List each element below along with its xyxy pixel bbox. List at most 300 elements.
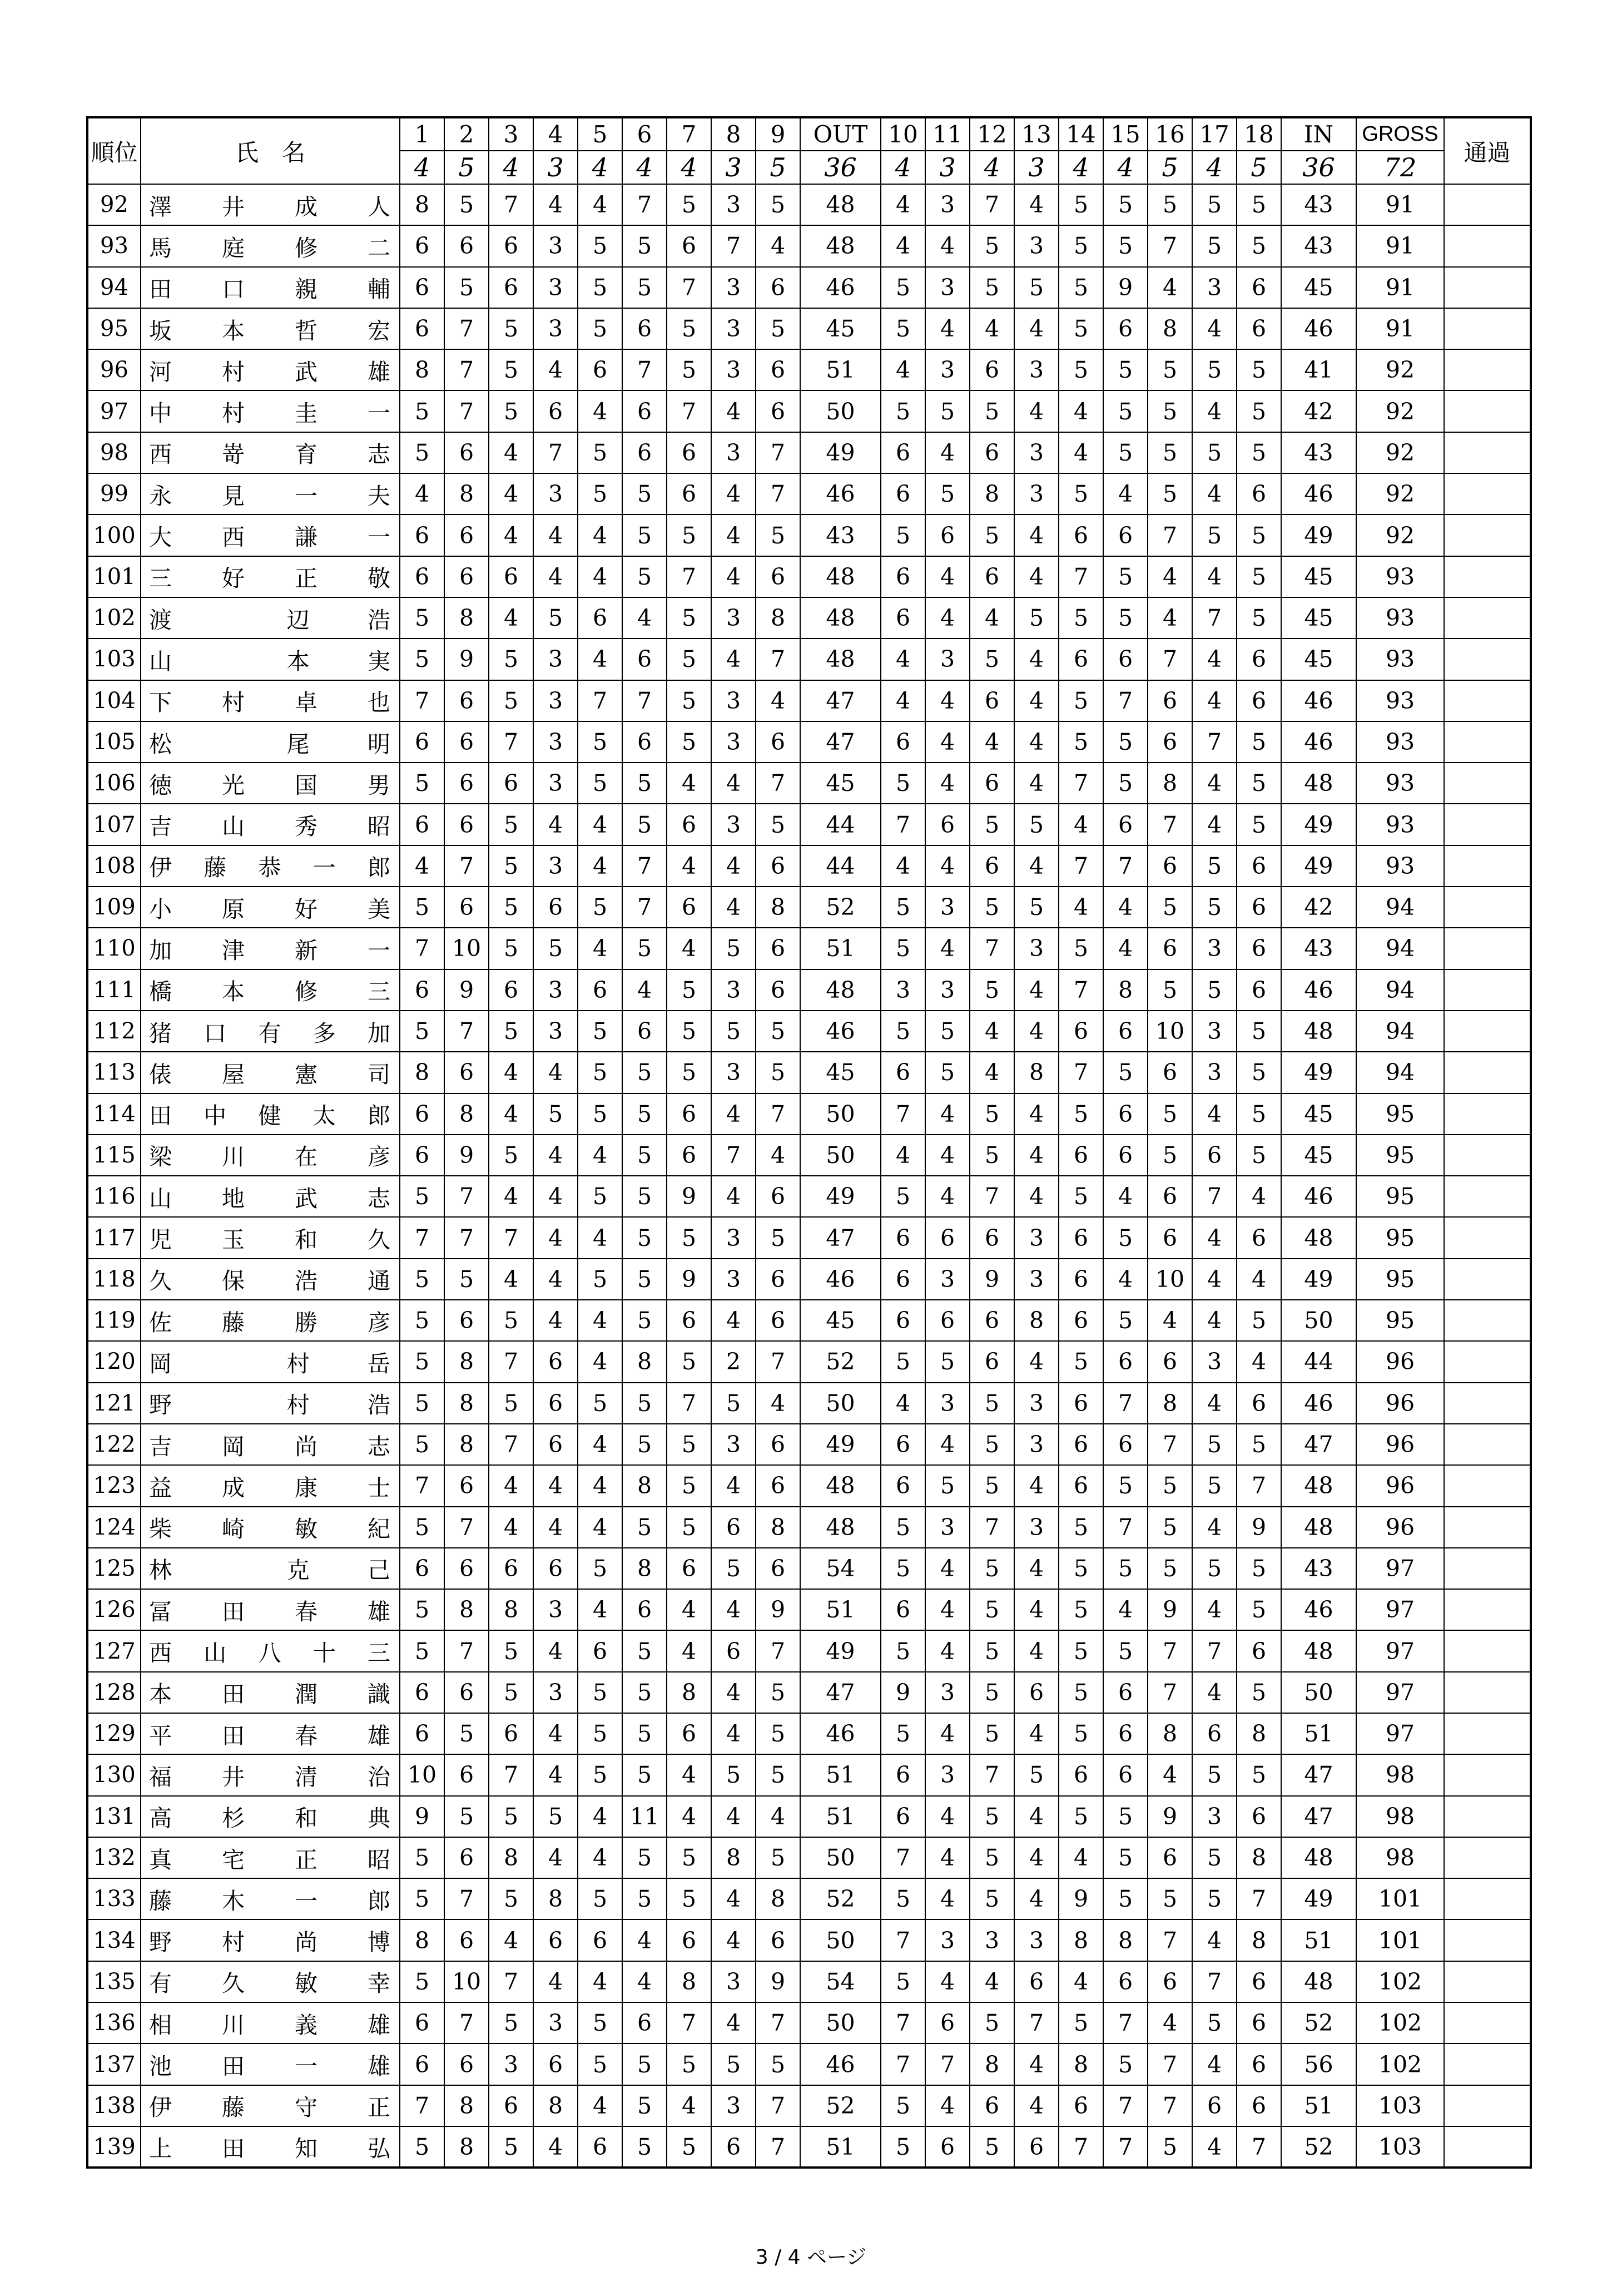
hole-score: 6 [400, 1093, 444, 1135]
name-char: 本 [149, 1681, 173, 1708]
out-total: 45 [800, 1300, 881, 1341]
gross-total: 92 [1356, 390, 1444, 432]
hole-score: 4 [1014, 2043, 1059, 2085]
name-char: 一 [368, 524, 391, 551]
hole-score: 6 [400, 1135, 444, 1176]
player-name [141, 514, 400, 556]
hole-score: 5 [578, 1011, 622, 1052]
hole-score: 7 [1059, 2126, 1103, 2168]
gross-total: 93 [1356, 721, 1444, 763]
name-char: 田 [149, 1102, 173, 1130]
pass-cell [1444, 514, 1531, 556]
hole-score: 6 [881, 721, 925, 763]
hole-7-header: 7 [667, 117, 711, 151]
hole-score: 5 [1103, 1630, 1148, 1671]
hole-score: 5 [489, 390, 533, 432]
hole-score: 5 [489, 308, 533, 349]
hole-score: 7 [1059, 1052, 1103, 1093]
player-name [141, 1176, 400, 1217]
hole-score: 7 [489, 184, 533, 225]
rank-cell: 99 [87, 473, 141, 514]
hole-score: 6 [1237, 473, 1281, 514]
in-total: 50 [1281, 1672, 1356, 1713]
hole-score: 5 [881, 1878, 925, 1919]
hole-score: 5 [970, 2002, 1014, 2043]
hole-score: 5 [1237, 1424, 1281, 1465]
hole-score: 3 [711, 680, 756, 721]
player-name-chars [149, 1056, 391, 1089]
name-char: 本 [222, 317, 246, 344]
gross-total: 91 [1356, 308, 1444, 349]
hole-score: 4 [578, 514, 622, 556]
hole-score: 4 [1059, 432, 1103, 473]
hole-score: 5 [578, 1878, 622, 1919]
hole-score: 9 [1103, 267, 1148, 308]
in-total: 49 [1281, 514, 1356, 556]
hole-score: 7 [400, 928, 444, 969]
hole-score: 6 [1148, 1837, 1192, 1878]
hole-score: 9 [1237, 1507, 1281, 1548]
name-char: 松 [149, 730, 173, 758]
player-name [141, 1300, 400, 1341]
name-char: 吉 [149, 813, 173, 840]
table-row [87, 969, 1531, 1011]
in-total: 56 [1281, 2043, 1356, 2085]
hole-score: 5 [1192, 349, 1237, 390]
hole-score: 5 [622, 763, 667, 804]
hole-score: 3 [1014, 1259, 1059, 1300]
hole-score: 5 [489, 1011, 533, 1052]
hole-score: 4 [533, 1961, 578, 2002]
name-char: 治 [368, 1763, 391, 1790]
player-name-chars [149, 1842, 391, 1874]
name-char: 在 [295, 1144, 319, 1171]
hole-score: 5 [578, 2002, 622, 2043]
name-char: 高 [149, 1805, 173, 1832]
gross-total: 98 [1356, 1837, 1444, 1878]
hole-score: 5 [881, 763, 925, 804]
in-total: 45 [1281, 1135, 1356, 1176]
hole-score: 3 [711, 1217, 756, 1258]
name-char: 田 [222, 1681, 246, 1708]
name-char: 八 [258, 1640, 282, 1667]
hole-score: 5 [667, 639, 711, 680]
rank-cell: 93 [87, 225, 141, 266]
rank-cell: 98 [87, 432, 141, 473]
hole-score: 5 [1103, 2043, 1148, 2085]
table-row [87, 1507, 1531, 1548]
hole-score: 7 [444, 308, 489, 349]
hole-score: 4 [1237, 1259, 1281, 1300]
hole-score: 4 [578, 1217, 622, 1258]
name-char: 山 [222, 813, 246, 840]
hole-score: 6 [622, 2002, 667, 2043]
hole-score: 9 [756, 1589, 800, 1630]
gross-total: 96 [1356, 1507, 1444, 1548]
hole-score: 4 [1192, 1383, 1237, 1424]
table-row [87, 349, 1531, 390]
player-name [141, 1052, 400, 1093]
hole-score: 5 [1059, 1589, 1103, 1630]
gross-total: 96 [1356, 1383, 1444, 1424]
name-char: 正 [295, 1846, 319, 1873]
hole-score: 4 [1192, 680, 1237, 721]
hole-score: 8 [622, 1465, 667, 1506]
name-char: 岡 [149, 1350, 173, 1377]
hole-score: 5 [622, 1837, 667, 1878]
hole-score: 7 [444, 2002, 489, 2043]
hole-score: 4 [881, 845, 925, 887]
player-name [141, 349, 400, 390]
hole-score: 5 [1059, 721, 1103, 763]
hole-score: 6 [667, 1135, 711, 1176]
hole-score: 5 [881, 1011, 925, 1052]
hole-score: 7 [1237, 2126, 1281, 2168]
name-char: 藤 [149, 1887, 173, 1914]
rank-cell: 113 [87, 1052, 141, 1093]
in-total: 48 [1281, 1837, 1356, 1878]
name-char: 本 [222, 978, 246, 1006]
hole-score: 6 [1059, 1300, 1103, 1341]
out-total: 48 [800, 556, 881, 597]
hole-score: 6 [881, 1259, 925, 1300]
hole-score: 5 [444, 1259, 489, 1300]
hole-score: 5 [1148, 349, 1192, 390]
hole-score: 7 [1103, 2002, 1148, 2043]
rank-cell: 92 [87, 184, 141, 225]
player-name [141, 1135, 400, 1176]
name-char: 西 [222, 524, 246, 551]
hole-score: 4 [578, 1796, 622, 1837]
hole-score: 6 [622, 1589, 667, 1630]
hole-score: 4 [1014, 639, 1059, 680]
hole-score: 5 [444, 184, 489, 225]
hole-score: 3 [711, 1424, 756, 1465]
hole-score: 5 [1059, 1176, 1103, 1217]
table-row [87, 2002, 1531, 2043]
hole-score: 2 [711, 1341, 756, 1382]
in-total: 45 [1281, 1093, 1356, 1135]
hole-score: 6 [756, 1176, 800, 1217]
hole-score: 4 [489, 432, 533, 473]
hole-score: 8 [756, 887, 800, 928]
gross-total: 93 [1356, 804, 1444, 845]
in-total: 47 [1281, 1796, 1356, 1837]
hole-score: 6 [400, 804, 444, 845]
in-total: 43 [1281, 184, 1356, 225]
name-char: 和 [295, 1805, 319, 1832]
in-total: 42 [1281, 390, 1356, 432]
hole-score: 6 [444, 1052, 489, 1093]
name-char: 伊 [149, 2094, 173, 2121]
player-name [141, 969, 400, 1011]
name-char: 加 [149, 937, 173, 964]
hole-score: 5 [489, 639, 533, 680]
rank-cell: 123 [87, 1465, 141, 1506]
hole-score: 4 [533, 1259, 578, 1300]
pass-cell [1444, 1713, 1531, 1754]
hole-score: 3 [533, 721, 578, 763]
hole-score: 6 [1192, 1135, 1237, 1176]
gross-total: 93 [1356, 763, 1444, 804]
hole-score: 6 [578, 969, 622, 1011]
hole-score: 4 [970, 597, 1014, 639]
hole-score: 7 [881, 804, 925, 845]
hole-score: 5 [970, 1135, 1014, 1176]
hole-score: 3 [1192, 1052, 1237, 1093]
hole-score: 5 [1059, 1548, 1103, 1589]
gross-total: 92 [1356, 514, 1444, 556]
hole-score: 5 [622, 556, 667, 597]
hole-score: 5 [578, 473, 622, 514]
hole-score: 5 [1192, 1548, 1237, 1589]
par-hole-3: 4 [489, 151, 533, 184]
name-char: 河 [149, 358, 173, 385]
hole-score: 4 [925, 1796, 970, 1837]
name-char: 人 [368, 193, 391, 220]
hole-score: 9 [970, 1259, 1014, 1300]
rank-cell: 118 [87, 1259, 141, 1300]
hole-score: 5 [667, 1217, 711, 1258]
hole-score: 9 [444, 1135, 489, 1176]
out-total: 46 [800, 2043, 881, 2085]
hole-score: 6 [756, 721, 800, 763]
gross-total: 95 [1356, 1217, 1444, 1258]
name-char: 橋 [149, 978, 173, 1006]
hole-score: 8 [444, 1424, 489, 1465]
table-row [87, 514, 1531, 556]
hole-score: 5 [667, 1878, 711, 1919]
hole-score: 9 [756, 1961, 800, 2002]
hole-score: 4 [1237, 1176, 1281, 1217]
par-hole-16: 5 [1148, 151, 1192, 184]
player-name [141, 1672, 400, 1713]
hole-score: 4 [1014, 1589, 1059, 1630]
hole-score: 4 [578, 1424, 622, 1465]
hole-score: 7 [756, 432, 800, 473]
hole-score: 7 [489, 1754, 533, 1795]
hole-score: 5 [1237, 1754, 1281, 1795]
hole-score: 3 [489, 2043, 533, 2085]
hole-score: 5 [667, 2043, 711, 2085]
hole-score: 6 [444, 514, 489, 556]
out-total: 44 [800, 804, 881, 845]
hole-score: 7 [1103, 2085, 1148, 2126]
hole-score: 6 [881, 1754, 925, 1795]
name-char: 一 [295, 2053, 319, 2080]
name-char: 有 [258, 1020, 282, 1047]
hole-score: 5 [1237, 1589, 1281, 1630]
hole-score: 5 [533, 928, 578, 969]
rank-cell: 127 [87, 1630, 141, 1671]
pass-cell [1444, 1548, 1531, 1589]
hole-score: 3 [925, 639, 970, 680]
pass-cell [1444, 887, 1531, 928]
hole-score: 5 [1192, 887, 1237, 928]
hole-score: 5 [489, 1383, 533, 1424]
hole-score: 5 [1237, 721, 1281, 763]
table-row [87, 225, 1531, 266]
name-char: 志 [368, 1185, 391, 1212]
hole-score: 5 [578, 267, 622, 308]
gross-total: 92 [1356, 473, 1444, 514]
gross-total: 96 [1356, 1424, 1444, 1465]
table-row [87, 804, 1531, 845]
hole-score: 4 [925, 845, 970, 887]
hole-score: 6 [1148, 1176, 1192, 1217]
hole-score: 5 [622, 2043, 667, 2085]
name-char: 庭 [222, 234, 246, 261]
hole-score: 3 [1014, 928, 1059, 969]
table-row [87, 1589, 1531, 1630]
hole-score: 7 [444, 1507, 489, 1548]
pass-cell [1444, 1672, 1531, 1713]
hole-score: 7 [1192, 1961, 1237, 2002]
out-total: 46 [800, 1011, 881, 1052]
player-name [141, 1713, 400, 1754]
hole-score: 3 [711, 597, 756, 639]
hole-score: 6 [578, 1630, 622, 1671]
hole-score: 3 [1014, 1217, 1059, 1258]
hole-score: 6 [1148, 845, 1192, 887]
hole-score: 3 [925, 184, 970, 225]
gross-total: 98 [1356, 1796, 1444, 1837]
hole-score: 4 [1237, 1341, 1281, 1382]
gross-total: 94 [1356, 1011, 1444, 1052]
hole-score: 6 [578, 597, 622, 639]
name-char: 彦 [368, 1144, 391, 1171]
player-name [141, 1341, 400, 1382]
rank-cell: 109 [87, 887, 141, 928]
name-char: 西 [149, 1640, 173, 1667]
hole-score: 6 [756, 1919, 800, 1961]
hole-score: 9 [667, 1259, 711, 1300]
hole-score: 5 [489, 928, 533, 969]
hole-score: 5 [1237, 1011, 1281, 1052]
hole-score: 5 [1237, 763, 1281, 804]
table-row [87, 1052, 1531, 1093]
hole-score: 4 [1014, 390, 1059, 432]
player-name-chars [149, 271, 391, 304]
hole-score: 6 [756, 1548, 800, 1589]
player-name-chars [149, 1924, 391, 1957]
pass-cell [1444, 2043, 1531, 2085]
pass-cell [1444, 1052, 1531, 1093]
player-name [141, 2085, 400, 2126]
hole-score: 7 [489, 1961, 533, 2002]
player-name-chars [149, 849, 391, 882]
player-name-chars [149, 1800, 391, 1833]
hole-score: 6 [578, 1919, 622, 1961]
name-char: 二 [368, 234, 391, 261]
rank-cell: 138 [87, 2085, 141, 2126]
hole-score: 5 [622, 267, 667, 308]
rank-cell: 96 [87, 349, 141, 390]
hole-score: 8 [1148, 1383, 1192, 1424]
hole-score: 5 [881, 308, 925, 349]
par-hole-2: 5 [444, 151, 489, 184]
name-char: 浩 [367, 606, 391, 634]
hole-score: 6 [1192, 2085, 1237, 2126]
hole-score: 7 [1148, 1919, 1192, 1961]
name-char: 崎 [222, 1516, 246, 1543]
hole-score: 7 [533, 432, 578, 473]
hole-score: 3 [925, 1672, 970, 1713]
player-name [141, 1878, 400, 1919]
name-char: 木 [222, 1887, 246, 1914]
hole-5-header: 5 [578, 117, 622, 151]
hole-score: 4 [1148, 267, 1192, 308]
out-total: 44 [800, 845, 881, 887]
pass-cell [1444, 556, 1531, 597]
table-row [87, 928, 1531, 969]
player-name-chars [149, 973, 391, 1006]
in-total: 50 [1281, 1300, 1356, 1341]
hole-score: 6 [533, 1341, 578, 1382]
hole-score: 6 [400, 1713, 444, 1754]
score-body [87, 184, 1531, 2168]
hole-score: 5 [1192, 514, 1237, 556]
hole-score: 5 [756, 1052, 800, 1093]
table-row [87, 680, 1531, 721]
name-char: 中 [149, 400, 173, 427]
gross-total: 95 [1356, 1259, 1444, 1300]
hole-score: 6 [667, 225, 711, 266]
hole-score: 5 [1059, 1713, 1103, 1754]
hole-score: 5 [400, 1011, 444, 1052]
hole-score: 5 [970, 1589, 1014, 1630]
hole-15-header: 15 [1103, 117, 1148, 151]
hole-score: 3 [925, 267, 970, 308]
name-char: 渡 [149, 606, 173, 634]
hole-score: 7 [756, 1341, 800, 1382]
hole-score: 7 [756, 763, 800, 804]
hole-score: 4 [970, 308, 1014, 349]
hole-score: 5 [1237, 432, 1281, 473]
player-name [141, 1259, 400, 1300]
name-char: 正 [295, 565, 319, 592]
hole-score: 5 [622, 1507, 667, 1548]
hole-score: 6 [881, 1217, 925, 1258]
player-name-chars [149, 2130, 391, 2163]
pass-cell [1444, 1424, 1531, 1465]
par-hole-5: 4 [578, 151, 622, 184]
table-row [87, 597, 1531, 639]
hole-score: 5 [1059, 225, 1103, 266]
hole-score: 4 [533, 1754, 578, 1795]
hole-score: 7 [881, 1919, 925, 1961]
in-total: 45 [1281, 639, 1356, 680]
hole-score: 5 [1148, 1878, 1192, 1919]
hole-score: 7 [1059, 556, 1103, 597]
in-total: 52 [1281, 2126, 1356, 2168]
hole-score: 6 [489, 267, 533, 308]
rank-cell: 134 [87, 1919, 141, 1961]
name-char: 児 [149, 1226, 173, 1254]
hole-score: 3 [533, 2002, 578, 2043]
gross-total: 97 [1356, 1630, 1444, 1671]
name-char: 光 [222, 771, 246, 799]
hole-score: 5 [489, 2126, 533, 2168]
hole-score: 5 [489, 1630, 533, 1671]
hole-score: 7 [444, 845, 489, 887]
gross-total: 97 [1356, 1672, 1444, 1713]
hole-score: 4 [711, 639, 756, 680]
hole-score: 4 [667, 763, 711, 804]
hole-score: 6 [667, 1548, 711, 1589]
hole-score: 6 [489, 556, 533, 597]
hole-score: 5 [622, 1217, 667, 1258]
